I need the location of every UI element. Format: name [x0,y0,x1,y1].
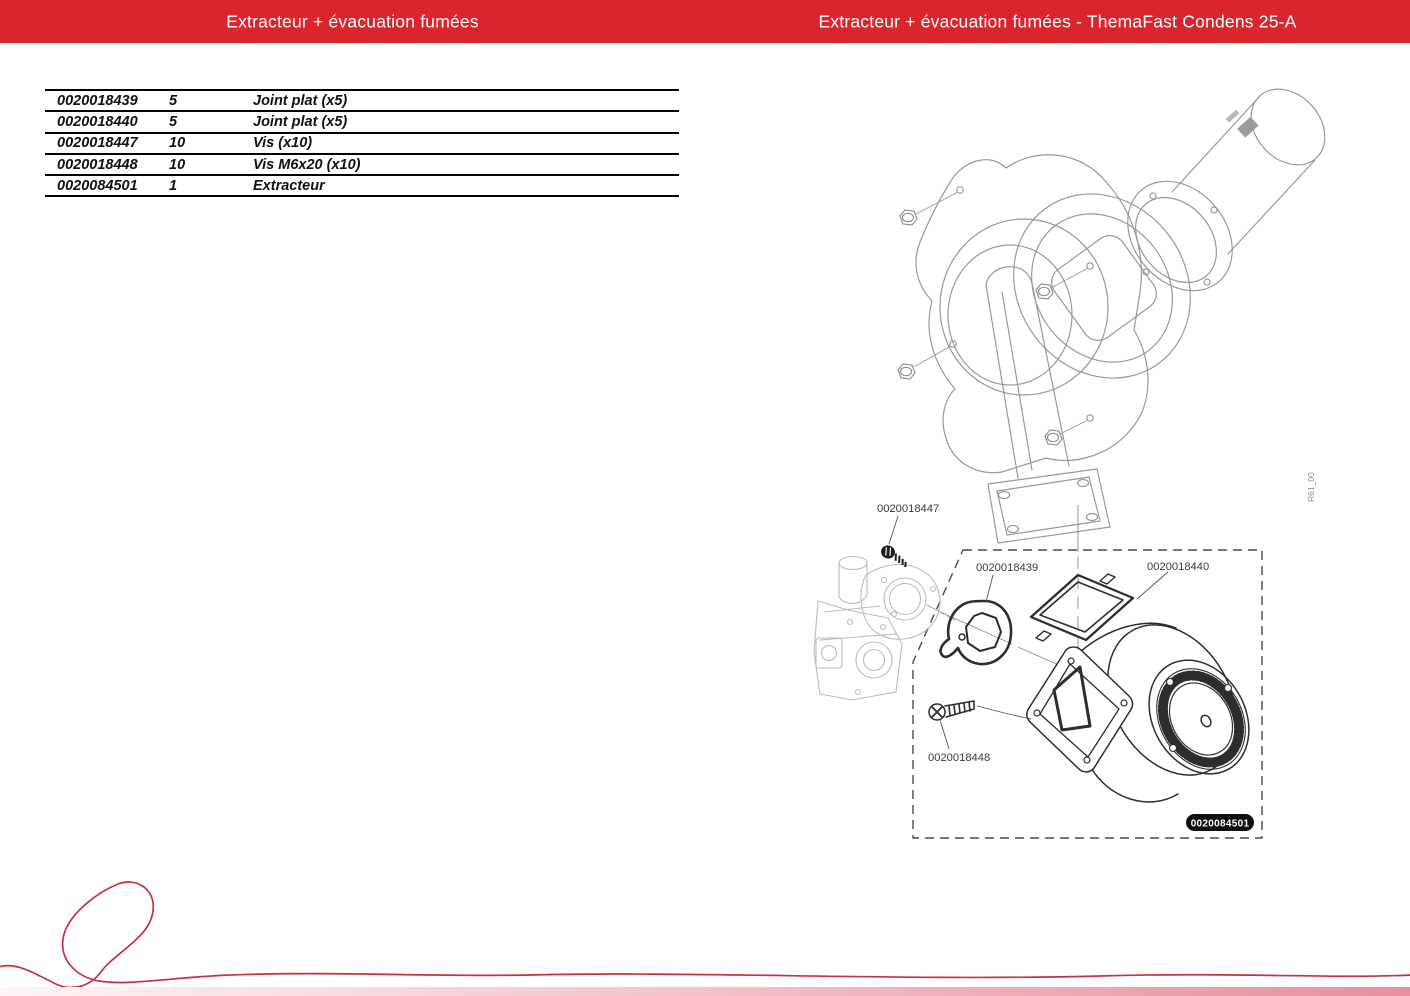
motor-label-marks [1226,106,1259,139]
kit-badge [1186,814,1254,831]
part-desc: Vis (x10) [253,135,313,152]
part-desc: Joint plat (x5) [253,113,348,130]
gas-valve-drawing [814,557,955,701]
part-ref: 0020018439 [57,92,138,109]
part-qty: 10 [169,156,186,173]
part-ref: 0020018448 [57,156,138,173]
bottom-gradient-band [0,987,1410,996]
part-qty: 5 [169,113,178,130]
assembled-extractor-drawing [916,74,1340,543]
part-desc: Vis M6x20 (x10) [253,156,361,173]
decorative-squiggle [0,882,1410,987]
hex-nut [1045,430,1062,445]
kit-badge-text: 0020084501 [1190,818,1250,830]
part-qty: 5 [169,92,178,109]
part-ref: 0020018440 [57,113,138,130]
part-ref: 0020018447 [57,135,138,152]
screw-0020018447-drawing [879,544,910,567]
page-title-right: Extracteur + évacuation fumées - ThemaFast Condens 25-A [818,11,1297,31]
screw-0020018448-drawing [929,701,974,720]
part-desc: Extracteur [253,177,325,194]
extractor-blower-drawing [1027,602,1269,802]
callout-label-screw-top: 0020018447 [877,503,940,515]
hex-nut [898,364,915,379]
part-desc: Joint plat (x5) [253,92,348,109]
part-qty: 10 [169,135,186,152]
part-qty: 1 [169,177,178,194]
drawing-ref-code: R61_00 [1306,472,1316,502]
flat-gasket-drawing [941,601,1012,664]
hex-nut [1036,284,1053,299]
callout-label-screw-bottom: 0020018448 [928,752,991,764]
callout-label-square-gasket: 0020018440 [1147,561,1210,573]
part-ref: 0020084501 [57,177,138,194]
page-title-left: Extracteur + évacuation fumées [226,11,479,31]
square-gasket-drawing [1031,574,1133,641]
hex-nut [900,210,917,225]
callout-label-flat-gasket: 0020018439 [976,562,1039,574]
